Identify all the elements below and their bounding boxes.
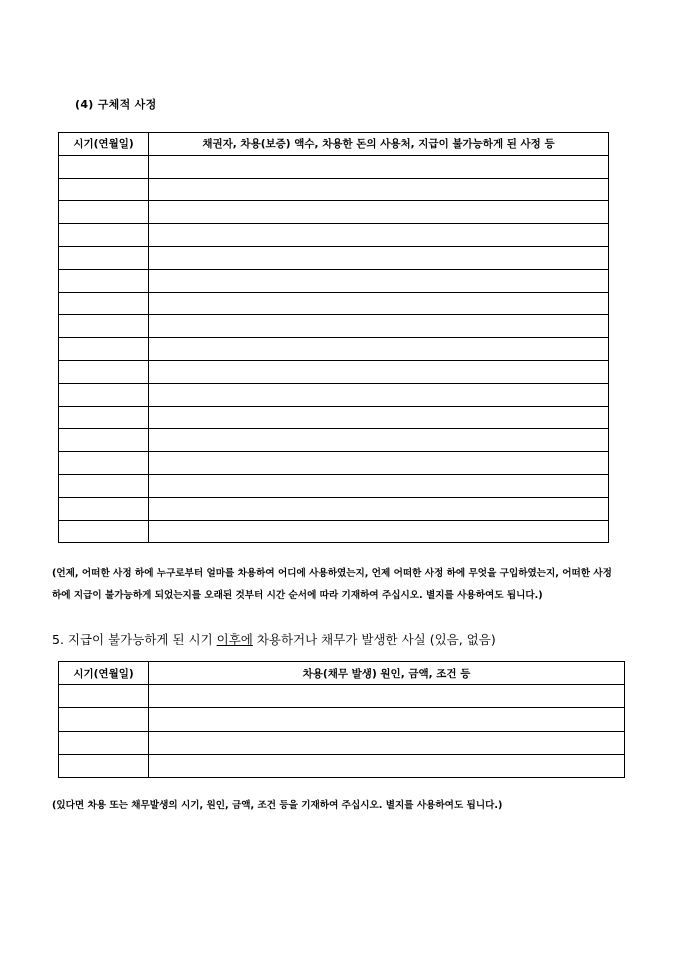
table-row (59, 178, 609, 201)
table-row (59, 452, 609, 475)
details-column-header: 채권자, 차용(보증) 액수, 차용한 돈의 사용처, 지급이 불가능하게 된 사정 등 (149, 133, 609, 156)
new-debt-table (58, 661, 625, 778)
details-cell[interactable] (149, 155, 609, 178)
details-cell[interactable] (149, 406, 609, 429)
date-cell[interactable] (59, 269, 149, 292)
date-cell[interactable] (59, 224, 149, 247)
details-cell[interactable] (149, 383, 609, 406)
date-cell[interactable] (59, 452, 149, 475)
details-cell[interactable] (149, 497, 609, 520)
date-cell[interactable] (59, 429, 149, 452)
details-cell[interactable] (149, 452, 609, 475)
date-cell[interactable] (59, 246, 149, 269)
table-row (59, 685, 625, 708)
details-cell[interactable] (149, 685, 625, 708)
date-cell[interactable] (59, 201, 149, 224)
date-cell[interactable] (59, 731, 149, 754)
table-row (59, 754, 625, 777)
date-cell[interactable] (59, 406, 149, 429)
date-cell[interactable] (59, 338, 149, 361)
date-cell[interactable] (59, 497, 149, 520)
table-row (59, 338, 609, 361)
date-column-header: 시기(연월일) (59, 662, 149, 685)
date-cell[interactable] (59, 178, 149, 201)
section5-heading-end: 차용하거나 채무가 발생한 사실 (있음, 없음) (252, 632, 496, 647)
section5-heading (52, 630, 496, 648)
details-cell[interactable] (149, 178, 609, 201)
section5-note: (있다면 차용 또는 채무발생의 시기, 원인, 금액, 조건 등을 기재하여 주십시오. 별지를 사용하여도 됩니다.) (52, 800, 503, 811)
table-row (59, 383, 609, 406)
details-cell[interactable] (149, 360, 609, 383)
details-cell[interactable] (149, 315, 609, 338)
table-row (59, 429, 609, 452)
date-cell[interactable] (59, 155, 149, 178)
date-cell[interactable] (59, 708, 149, 731)
table-row (59, 292, 609, 315)
details-cell[interactable] (149, 731, 625, 754)
date-cell[interactable] (59, 292, 149, 315)
table-row (59, 224, 609, 247)
table-row (59, 731, 625, 754)
table-row (59, 155, 609, 178)
date-cell[interactable] (59, 754, 149, 777)
details-cell[interactable] (149, 708, 625, 731)
date-cell[interactable] (59, 685, 149, 708)
date-cell[interactable] (59, 315, 149, 338)
details-cell[interactable] (149, 520, 609, 543)
section5-heading-underlined: 이후에 (216, 632, 253, 647)
section4-heading: (4) 구체적 사정 (75, 98, 157, 111)
table-row (59, 315, 609, 338)
date-cell[interactable] (59, 360, 149, 383)
table-row (59, 246, 609, 269)
details-cell[interactable] (149, 246, 609, 269)
table-header-row (59, 662, 625, 685)
table-row (59, 406, 609, 429)
table-row (59, 201, 609, 224)
date-column-header: 시기(연월일) (59, 133, 149, 156)
table-row (59, 520, 609, 543)
details-cell[interactable] (149, 754, 625, 777)
date-cell[interactable] (59, 520, 149, 543)
date-cell[interactable] (59, 474, 149, 497)
table-row (59, 360, 609, 383)
details-cell[interactable] (149, 224, 609, 247)
table-row (59, 708, 625, 731)
table-row (59, 474, 609, 497)
details-column-header: 차용(채무 발생) 원인, 금액, 조건 등 (149, 662, 625, 685)
date-cell[interactable] (59, 383, 149, 406)
details-cell[interactable] (149, 269, 609, 292)
details-cell[interactable] (149, 429, 609, 452)
details-cell[interactable] (149, 292, 609, 315)
details-cell[interactable] (149, 338, 609, 361)
details-cell[interactable] (149, 474, 609, 497)
table-header-row (59, 133, 609, 156)
table-row (59, 269, 609, 292)
section4-note: (언제, 어떠한 사정 하에 누구로부터 얼마를 차용하여 어디에 사용하였는지, 언제 어떠한 사정 하에 무엇을 구입하였는지, 어떠한 사정 하에 지급이 불가능하게 되었는지를 오래된 것부터 시간 순서에 따라 기재하여 주십시오. 별지를 사용하여도 됩니다.) (52, 568, 612, 601)
table-row (59, 497, 609, 520)
debt-circumstances-table (58, 132, 609, 543)
section5-heading-start: 5. 지급이 불가능하게 된 시기 (52, 632, 217, 647)
details-cell[interactable] (149, 201, 609, 224)
